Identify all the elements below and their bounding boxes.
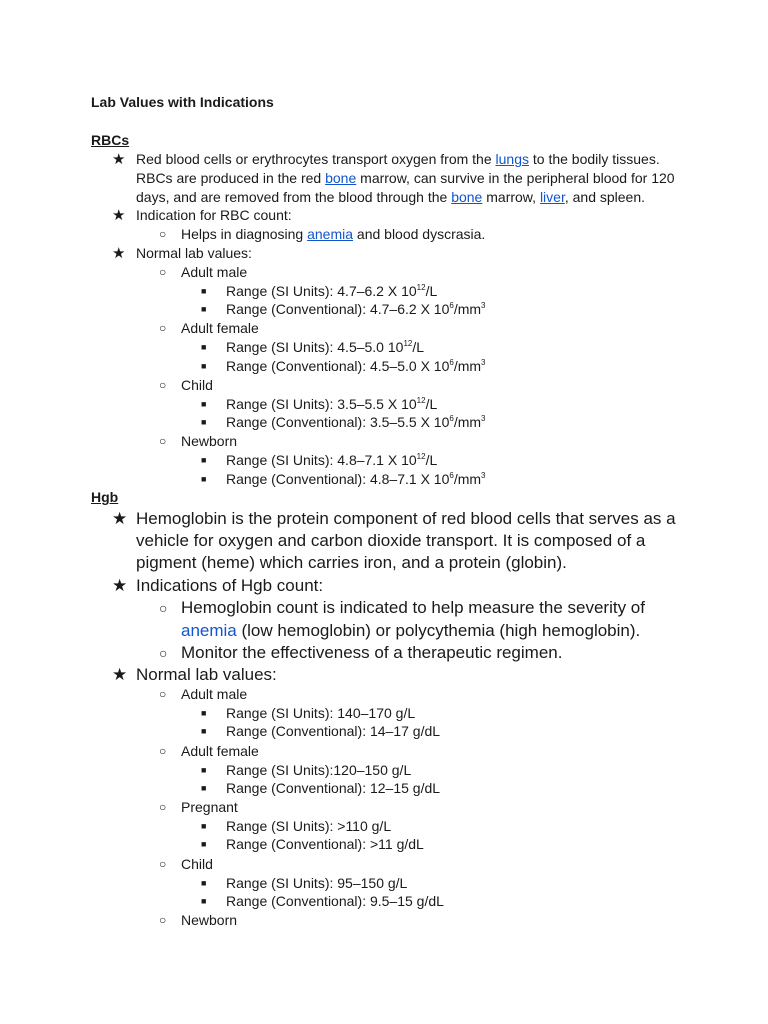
range-si: Range (SI Units):120–150 g/L bbox=[226, 762, 412, 778]
hgb-indication-item: Hemoglobin count is indicated to help measure the severity of bbox=[181, 598, 645, 617]
link-anemia[interactable]: anemia bbox=[307, 226, 354, 242]
hgb-indication-item: Monitor the effectiveness of a therapeutic regimen. bbox=[181, 643, 563, 662]
range-conventional: Range (Conventional): 3.5–5.5 X $10^6/mm^3$ bbox=[226, 414, 486, 430]
rbc-description-line: RBCs are produced in the red bone marrow, can survive in the peripheral blood for 120 bbox=[136, 170, 675, 186]
star-bullet-icon: ★ bbox=[112, 665, 128, 684]
link-bone[interactable]: bone bbox=[325, 170, 357, 186]
rbc-indication-item: Helps in diagnosing anemia and blood dyscrasia. bbox=[181, 226, 486, 242]
hgb-indication-item: anemia (low hemoglobin) or polycythemia (high hemoglobin). bbox=[181, 621, 641, 640]
circle-bullet-icon: ○ bbox=[159, 800, 167, 814]
range-conventional: Range (Conventional): 9.5–15 g/dL bbox=[226, 893, 444, 909]
circle-bullet-icon: ○ bbox=[159, 857, 167, 871]
square-bullet-icon: ■ bbox=[201, 286, 207, 296]
range-si: Range (SI Units): 95–150 g/L bbox=[226, 875, 408, 891]
circle-bullet-icon: ○ bbox=[159, 378, 167, 392]
circle-bullet-icon: ○ bbox=[159, 913, 167, 927]
group-label: Adult male bbox=[181, 264, 248, 280]
group-label: Adult male bbox=[181, 686, 248, 702]
square-bullet-icon: ■ bbox=[201, 821, 207, 831]
hgb-normal-values-label: Normal lab values: bbox=[136, 665, 277, 684]
star-bullet-icon: ★ bbox=[112, 576, 128, 595]
square-bullet-icon: ■ bbox=[201, 878, 207, 888]
square-bullet-icon: ■ bbox=[201, 896, 207, 906]
range-si: Range (SI Units): >110 g/L bbox=[226, 818, 392, 834]
square-bullet-icon: ■ bbox=[201, 726, 207, 736]
square-bullet-icon: ■ bbox=[201, 399, 207, 409]
link-bone[interactable]: bone bbox=[451, 189, 483, 205]
circle-bullet-icon: ○ bbox=[159, 265, 167, 279]
range-conventional: Range (Conventional): >11 g/dL bbox=[226, 836, 424, 852]
square-bullet-icon: ■ bbox=[201, 455, 207, 465]
range-conventional: Range (Conventional): 12–15 g/dL bbox=[226, 780, 441, 796]
hgb-description-line: pigment (heme) which carries iron, and a protein (globin). bbox=[136, 553, 567, 572]
range-si: Range (SI Units): 3.5–5.5 X $10^{12}/L$ bbox=[226, 396, 438, 412]
circle-bullet-icon: ○ bbox=[159, 227, 167, 241]
square-bullet-icon: ■ bbox=[201, 417, 207, 427]
range-conventional: Range (Conventional): 14–17 g/dL bbox=[226, 723, 441, 739]
rbc-normal-values-label: Normal lab values: bbox=[136, 245, 252, 261]
range-conventional: Range (Conventional): 4.5–5.0 X $10^6/mm^3$ bbox=[226, 358, 486, 374]
group-label: Child bbox=[181, 856, 213, 872]
range-si: Range (SI Units): 4.5–5.0 $10^{12}/L$ bbox=[226, 339, 425, 355]
rbc-description-line: Red blood cells or erythrocytes transport oxygen from the lungs to the bodily tissues. bbox=[136, 151, 660, 167]
group-label: Child bbox=[181, 377, 213, 393]
circle-bullet-icon: ○ bbox=[159, 321, 167, 335]
square-bullet-icon: ■ bbox=[201, 765, 207, 775]
group-label: Adult female bbox=[181, 320, 259, 336]
group-label: Newborn bbox=[181, 433, 238, 449]
square-bullet-icon: ■ bbox=[201, 839, 207, 849]
link-liver[interactable]: liver bbox=[539, 189, 565, 205]
circle-bullet-icon: ○ bbox=[159, 434, 167, 448]
circle-bullet-icon: ○ bbox=[159, 645, 168, 661]
hgb-description-line: Hemoglobin is the protein component of red blood cells that serves as a bbox=[136, 509, 676, 528]
square-bullet-icon: ■ bbox=[201, 708, 207, 718]
star-bullet-icon: ★ bbox=[112, 207, 126, 224]
group-label: Pregnant bbox=[181, 799, 238, 815]
group-label: Newborn bbox=[181, 912, 238, 928]
hgb-description-line: vehicle for oxygen and carbon dioxide transport. It is composed of a bbox=[136, 531, 646, 550]
link-anemia[interactable]: anemia bbox=[181, 621, 237, 640]
range-si: Range (SI Units): 4.7–6.2 X $10^{12}/L$ bbox=[226, 283, 438, 299]
section-heading-hgb: Hgb bbox=[91, 489, 119, 505]
circle-bullet-icon: ○ bbox=[159, 744, 167, 758]
circle-bullet-icon: ○ bbox=[159, 600, 168, 616]
rbc-indication-label: Indication for RBC count: bbox=[136, 207, 292, 223]
link-lungs[interactable]: lungs bbox=[495, 151, 529, 167]
range-conventional: Range (Conventional): 4.8–7.1 X $10^6/mm^3$ bbox=[226, 471, 486, 487]
section-heading-rbcs: RBCs bbox=[91, 132, 130, 148]
range-si: Range (SI Units): 4.8–7.1 X $10^{12}/L$ bbox=[226, 452, 438, 468]
square-bullet-icon: ■ bbox=[201, 342, 207, 352]
rbc-description-line: days, and are removed from the blood through the bone marrow, liver, and spleen. bbox=[136, 189, 646, 205]
range-conventional: Range (Conventional): 4.7–6.2 X $10^6/mm^3$ bbox=[226, 301, 486, 317]
star-bullet-icon: ★ bbox=[112, 245, 126, 262]
range-si: Range (SI Units): 140–170 g/L bbox=[226, 705, 416, 721]
group-label: Adult female bbox=[181, 743, 259, 759]
star-bullet-icon: ★ bbox=[112, 509, 128, 528]
page-title: Lab Values with Indications bbox=[91, 94, 274, 110]
square-bullet-icon: ■ bbox=[201, 361, 207, 371]
circle-bullet-icon: ○ bbox=[159, 687, 167, 701]
square-bullet-icon: ■ bbox=[201, 783, 207, 793]
square-bullet-icon: ■ bbox=[201, 474, 207, 484]
hgb-indication-label: Indications of Hgb count: bbox=[136, 576, 324, 595]
star-bullet-icon: ★ bbox=[112, 151, 126, 168]
square-bullet-icon: ■ bbox=[201, 304, 207, 314]
